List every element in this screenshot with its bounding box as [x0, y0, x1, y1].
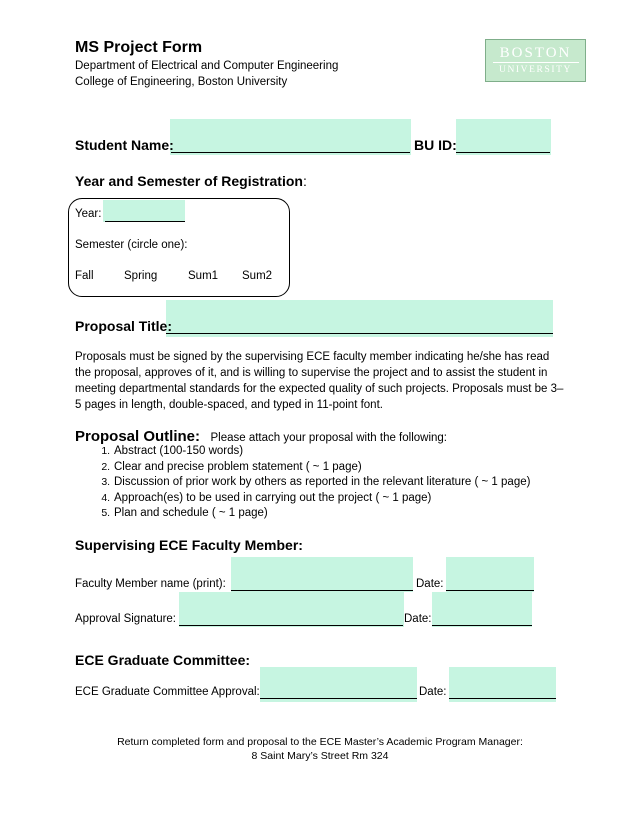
committee-approval-field[interactable]	[260, 667, 417, 702]
outline-list	[75, 444, 530, 522]
registration-heading-text: Year and Semester of Registration	[75, 173, 303, 189]
footer-line-2: 8 Saint Mary’s Street Rm 324	[251, 750, 389, 762]
committee-heading: ECE Graduate Committee:	[75, 652, 251, 668]
committee-approval-underline	[260, 698, 417, 699]
student-name-field[interactable]	[170, 119, 411, 155]
bu-id-underline	[456, 152, 550, 153]
signature-date-underline	[432, 625, 532, 626]
proposal-title-field[interactable]	[166, 300, 553, 337]
outline-item: 2. Clear and precise problem statement ( ~ 1 page)	[113, 460, 530, 476]
boston-university-logo	[485, 39, 586, 82]
outline-intro: Please attach your proposal with the following:	[210, 432, 447, 444]
outline-heading: Proposal Outline:	[75, 428, 201, 445]
faculty-name-label: Faculty Member name (print):	[75, 578, 226, 590]
approval-signature-label: Approval Signature:	[75, 613, 177, 625]
committee-date-label: Date:	[419, 686, 447, 698]
outline-item: 3. Discussion of prior work by others as reported in the relevant literature ( ~ 1 page)	[113, 475, 530, 491]
logo-rule	[493, 62, 579, 63]
semester-option-sum1[interactable]: Sum1	[188, 270, 219, 282]
year-label: Year:	[75, 208, 102, 220]
student-name-label: Student Name:	[75, 137, 174, 153]
semester-option-fall[interactable]: Fall	[75, 270, 94, 282]
approval-signature-underline	[179, 625, 403, 626]
year-field[interactable]	[103, 200, 185, 222]
faculty-date-label: Date:	[416, 578, 444, 590]
committee-approval-label: ECE Graduate Committee Approval:	[75, 686, 260, 698]
committee-date-underline	[449, 698, 556, 699]
committee-date-field[interactable]	[449, 667, 556, 702]
proposal-title-label: Proposal Title:	[75, 318, 172, 334]
semester-label: Semester (circle one):	[75, 239, 188, 251]
signature-date-field[interactable]	[432, 592, 532, 627]
outline-item: 4. Approach(es) to be used in carrying out the project ( ~ 1 page)	[113, 491, 530, 507]
registration-heading-colon: :	[302, 173, 307, 189]
semester-option-spring[interactable]: Spring	[124, 270, 158, 282]
proposal-title-underline	[166, 333, 553, 334]
semester-option-sum2[interactable]: Sum2	[242, 270, 273, 282]
bu-id-label: BU ID:	[414, 137, 457, 153]
registration-heading	[75, 173, 307, 189]
signature-date-label: Date:	[404, 613, 432, 625]
faculty-name-field[interactable]	[231, 557, 413, 592]
logo-line-1: BOSTON	[499, 45, 572, 61]
bu-id-field[interactable]	[456, 119, 551, 155]
form-title: MS Project Form	[75, 39, 203, 56]
department-line: Department of Electrical and Computer Engineering	[75, 60, 339, 72]
faculty-name-underline	[231, 590, 413, 591]
faculty-heading: Supervising ECE Faculty Member:	[75, 537, 303, 553]
outline-item: 1. Abstract (100-150 words)	[113, 444, 530, 460]
college-line: College of Engineering, Boston University	[75, 76, 288, 88]
year-underline	[105, 221, 185, 222]
logo-line-2: UNIVERSITY	[499, 65, 572, 75]
approval-signature-field[interactable]	[179, 592, 404, 627]
faculty-date-underline	[446, 590, 534, 591]
student-name-underline	[171, 152, 410, 153]
outline-item: 5. Plan and schedule ( ~ 1 page)	[113, 506, 530, 522]
footer-line-1: Return completed form and proposal to the ECE Master’s Academic Program Manager:	[117, 736, 523, 748]
proposal-instructions: Proposals must be signed by the supervising ECE faculty member indicating he/she has read the proposal, approves of it, and is willing to supervise the project and to assist the student in meeting departmental standards for the expected quality of such projects. Proposals must be 3–5 pages in length, double-spaced, and typed in 11-point font.	[75, 351, 564, 411]
faculty-date-field[interactable]	[446, 557, 534, 592]
